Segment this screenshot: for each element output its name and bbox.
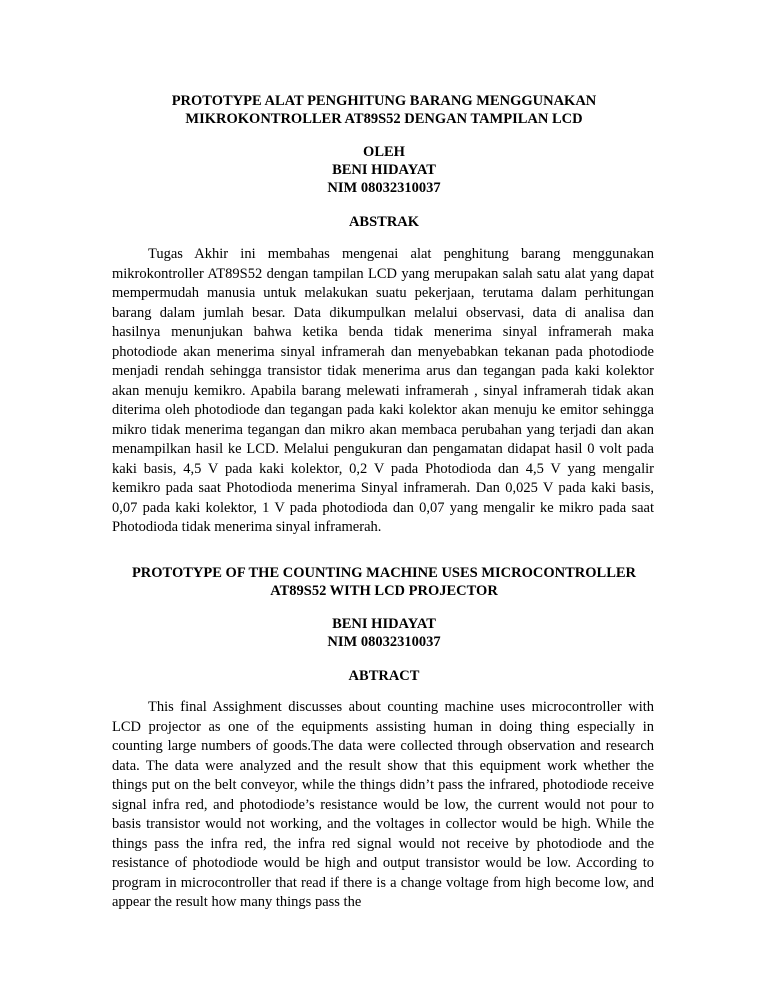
abstrak-heading: ABSTRAK (348, 214, 420, 230)
abstrak-body: Tugas Akhir ini membahas mengenai alat penghitung barang menggunakan mikrokontroller AT89S52 dengan tampilan LCD yang merupakan salah satu alat yang dapat mempermudah manusia untuk melakukan suatu pekerjaan, terutama dalam perhitungan barang dalam jumlah besar. Data dikumpulkan melalui observasi, data di analisa dan hasilnya menunjukan bahwa ketika benda tidak menerima sinyal inframerah maka photodiode akan menerima sinyal inframerah dan menyebabkan tekanan pada photodiode menjadi rendah sehingga transistor tidak menerima arus dan tegangan pada kaki kolektor akan menuju kemikro. Apabila barang melewati inframerah , sinyal inframerah tidak akan diterima oleh photodiode dan tegangan pada kaki kolektor akan menuju ke emitor sehingga mikro tidak menerima tegangan dan mikro akan membaca perubahan yang terjadi dan akan menampilkan hasil ke LCD. Melalui pengukuran dan pengamatan didapat hasil 0 volt pada kaki basis, 4,5 V pada kaki kolektor, 0,2 V pada Photodioda dan 4,5 V yang mengalir kemikro pada saat Photodioda menerima Sinyal inframerah. Dan 0,025 V pada kaki basis, 0,07 pada kaki kolektor, 1 V pada photodioda dan 0,07 yang mengalir ke mikro pada saat Photodioda tidak menerima sinyal inframerah. (112, 246, 654, 535)
author-name-indonesian: BENI HIDAYAT (332, 162, 436, 178)
oleh-label: OLEH (363, 144, 405, 160)
student-id-indonesian: NIM 08032310037 (327, 180, 441, 196)
abtract-body: This final Assighment discusses about counting machine uses microcontroller with LCD projector as one of the equipments assisting human in doing thing especially in counting large numbers of goods.The data were collected through observation and research data. The data were analyzed and the result show that this equipment work whether the things put on the belt conveyor, while the things didn’t pass the infrared, photodiode receive signal infra red, and photodiode’s resistance would be low, the current would not pour to basis transistor would not working, and the voltages in collector would be high. While the things pass the infra red, the infra red signal would not receive by photodiode and the resistance of photodiode would be high and output transistor would be low. According to program in microcontroller that read if there is a change voltage from high become low, and appear the result how many things pass the (112, 699, 654, 910)
title-english-line-2: AT89S52 WITH LCD PROJECTOR (270, 583, 498, 599)
abtract-heading: ABTRACT (348, 668, 420, 684)
author-name-english: BENI HIDAYAT (332, 616, 436, 632)
student-id-english: NIM 08032310037 (327, 634, 441, 650)
title-indonesian-line-2: MIKROKONTROLLER AT89S52 DENGAN TAMPILAN LCD (185, 111, 583, 127)
title-english-line-1: PROTOTYPE OF THE COUNTING MACHINE USES MICROCONTROLLER (131, 565, 637, 581)
title-indonesian-line-1: PROTOTYPE ALAT PENGHITUNG BARANG MENGGUNAKAN (171, 93, 597, 109)
